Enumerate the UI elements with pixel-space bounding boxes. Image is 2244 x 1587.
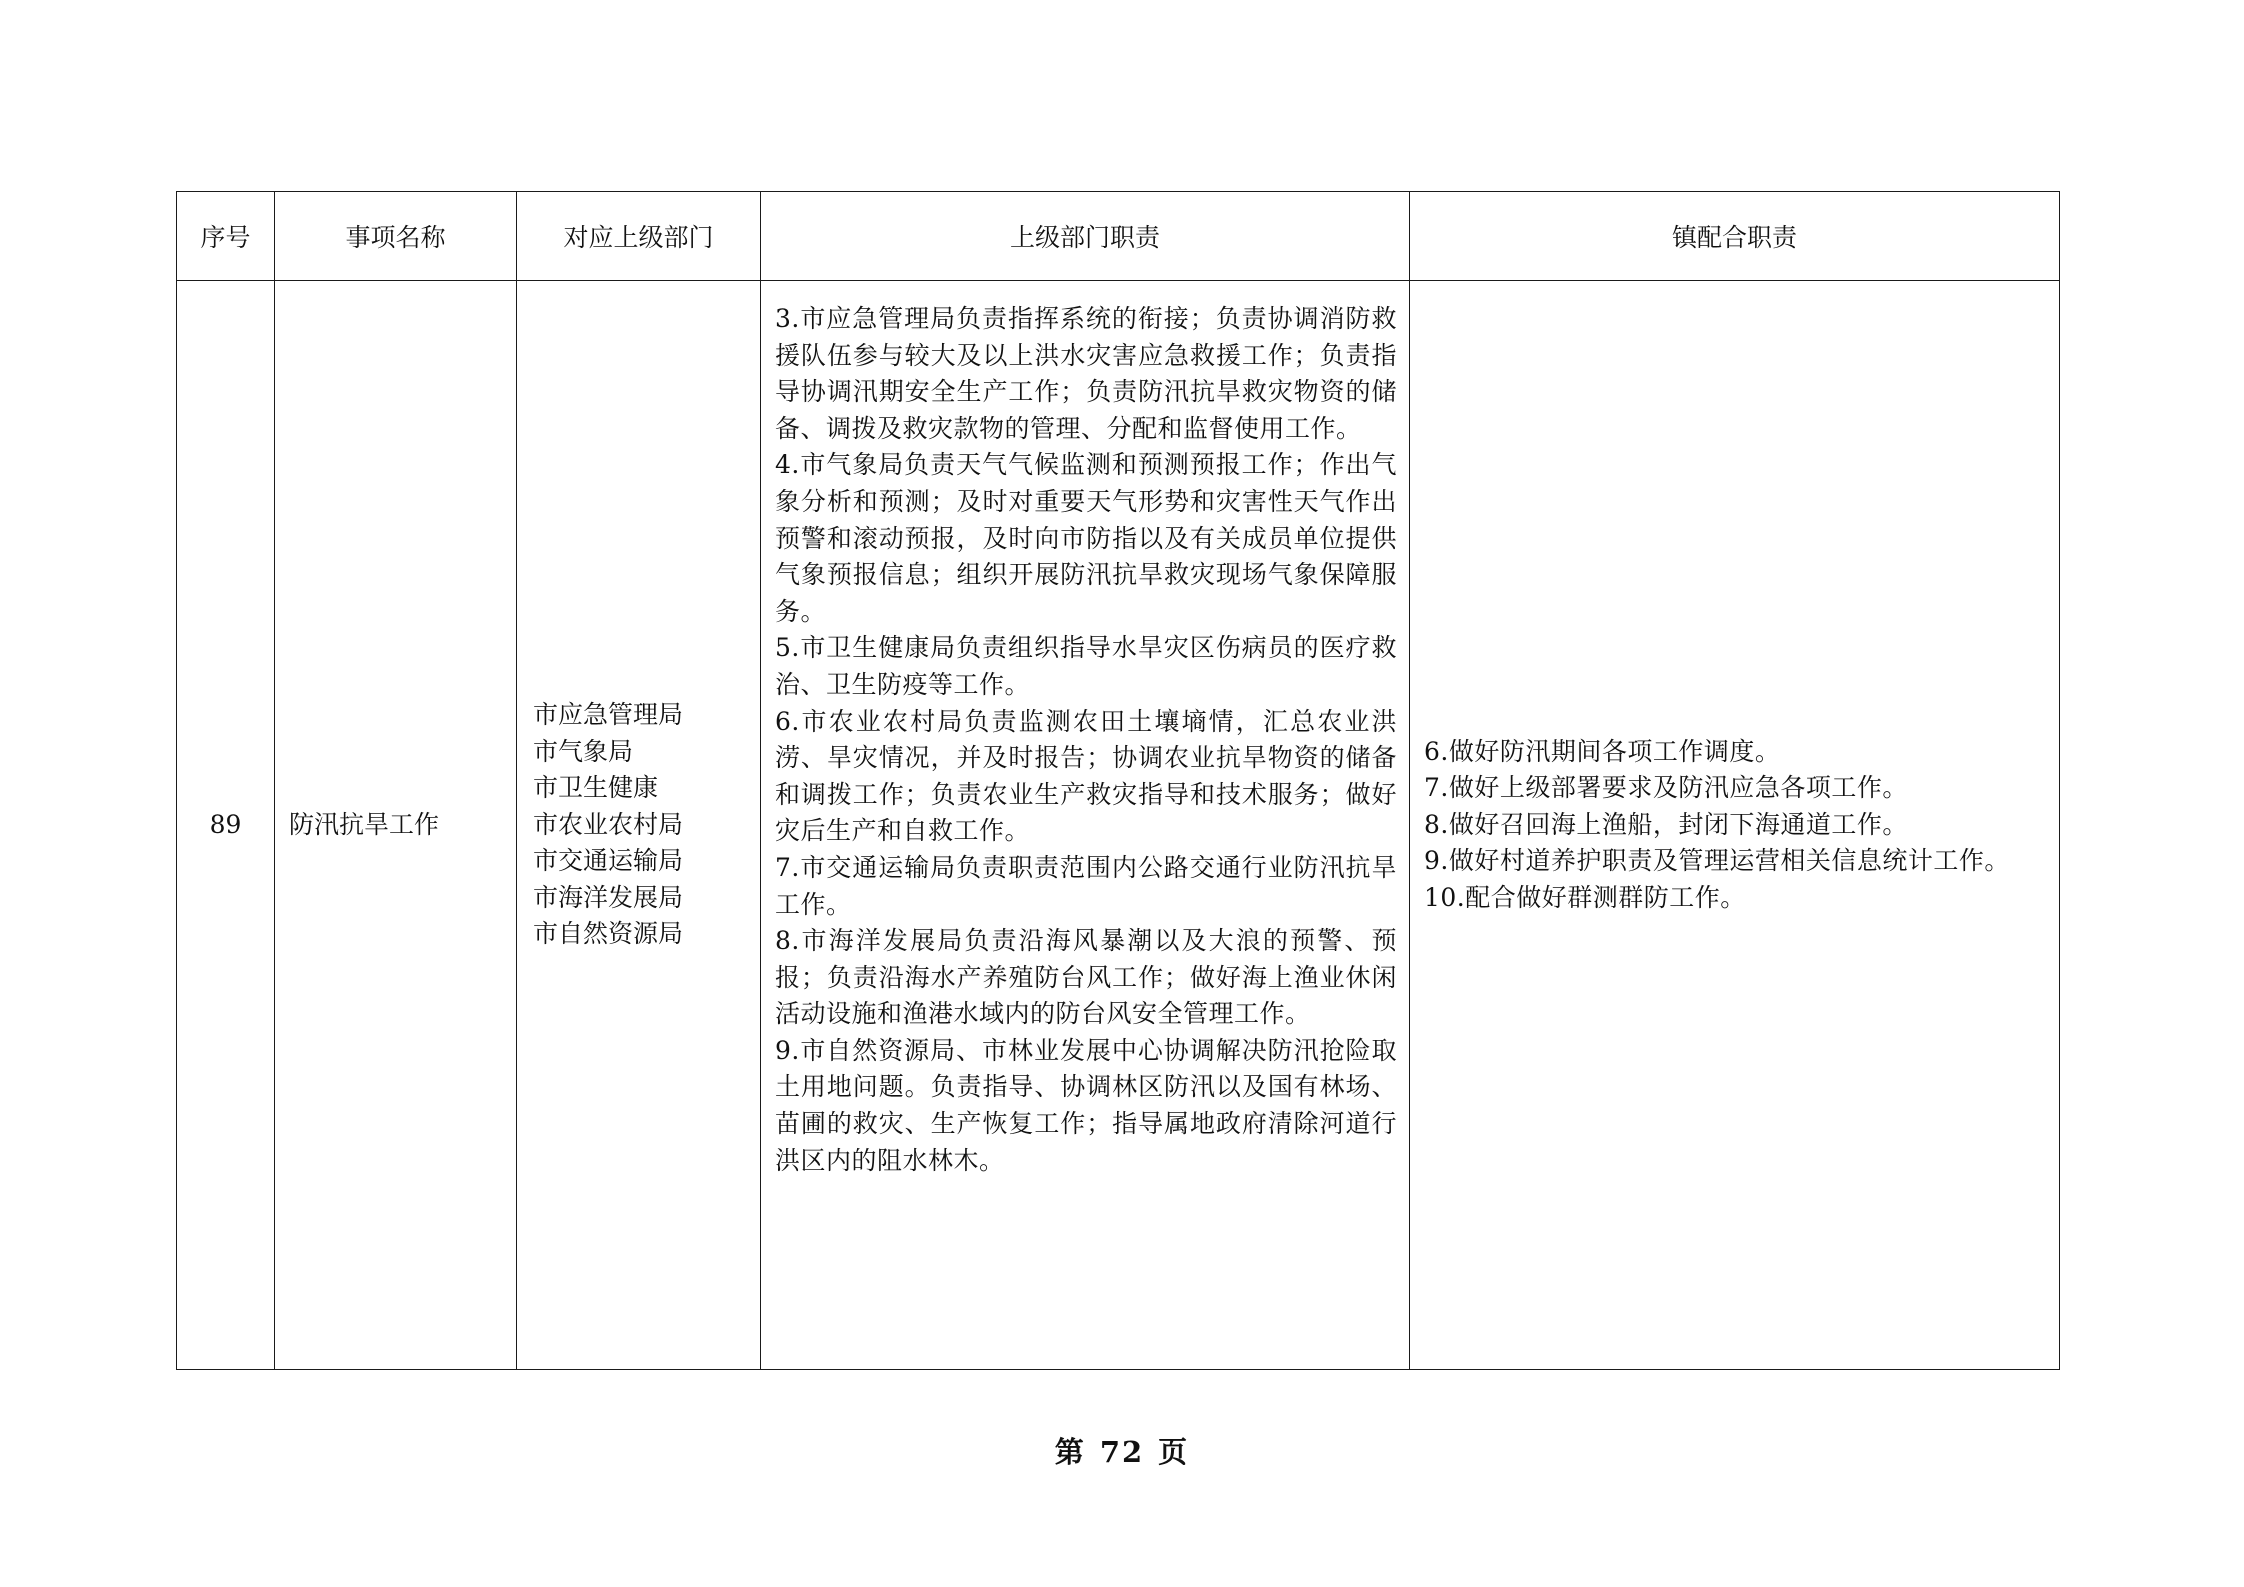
town-duty-item: 9.做好村道养护职责及管理运营相关信息统计工作。: [1424, 846, 2010, 876]
superior-duty-item: 9.市自然资源局、市林业发展中心协调解决防汛抢险取土用地问题。负责指导、协调林区防汛以及国有林场、苗圃的救灾、生产恢复工作；指导属地政府清除河道行洪区内的阻水林木。: [775, 1035, 1397, 1175]
duty-table: [176, 191, 2060, 1370]
superior-duty-item: 7.市交通运输局负责职责范围内公路交通行业防汛抗旱工作。: [775, 852, 1397, 919]
header-town-duties: 镇配合职责: [1410, 192, 2060, 281]
department-item: 市卫生健康: [533, 773, 659, 803]
superior-duty-item: 6.市农业农村局负责监测农田土壤墒情，汇总农业洪涝、旱灾情况，并及时报告；协调农业抗旱物资的储备和调拨工作；负责农业生产救灾指导和技术服务；做好灾后生产和自救工作。: [775, 706, 1397, 846]
header-superior-department: 对应上级部门: [517, 192, 761, 281]
row-item-name: 防汛抗旱工作: [275, 281, 517, 1370]
header-seq: 序号: [177, 192, 275, 281]
department-item: 市交通运输局: [533, 846, 684, 876]
row-departments: [517, 281, 761, 1370]
department-item: 市农业农村局: [533, 809, 684, 839]
row-seq: 89: [177, 281, 275, 1370]
department-item: 市海洋发展局: [533, 882, 684, 912]
table-header-row: [177, 192, 2060, 281]
header-superior-duties: 上级部门职责: [761, 192, 1410, 281]
table-row: [177, 281, 2060, 1370]
town-duty-item: 8.做好召回海上渔船，封闭下海通道工作。: [1424, 809, 1908, 839]
town-duty-item: 7.做好上级部署要求及防汛应急各项工作。: [1424, 773, 1908, 803]
superior-duty-item: 8.市海洋发展局负责沿海风暴潮以及大浪的预警、预报；负责沿海水产养殖防台风工作；做好海上渔业休闲活动设施和渔港水域内的防台风安全管理工作。: [775, 926, 1397, 1029]
row-superior-duties: [761, 281, 1410, 1370]
department-item: 市自然资源局: [533, 919, 684, 949]
footer-suffix: 页: [1158, 1435, 1190, 1469]
town-duty-item: 6.做好防汛期间各项工作调度。: [1424, 736, 1781, 766]
row-town-duties: [1410, 281, 2060, 1370]
superior-duty-item: 4.市气象局负责天气气候监测和预测预报工作；作出气象分析和预测；及时对重要天气形势和灾害性天气作出预警和滚动预报，及时向市防指以及有关成员单位提供气象预报信息；组织开展防汛抗旱救灾现场气象保障服务。: [775, 450, 1397, 626]
page-number: 72: [1099, 1435, 1145, 1469]
department-item: 市气象局: [533, 736, 634, 766]
footer-prefix: 第: [1054, 1435, 1086, 1469]
page-footer: [0, 1430, 2244, 1471]
superior-duty-item: 5.市卫生健康局负责组织指导水旱灾区伤病员的医疗救治、卫生防疫等工作。: [775, 633, 1397, 699]
town-duty-item: 10.配合做好群测群防工作。: [1424, 882, 1746, 912]
superior-duty-item: 3.市应急管理局负责指挥系统的衔接；负责协调消防救援队伍参与较大及以上洪水灾害应急救援工作；负责指导协调汛期安全生产工作；负责防汛抗旱救灾物资的储备、调拨及救灾款物的管理、分配和监督使用工作。: [775, 304, 1397, 443]
header-item-name: 事项名称: [275, 192, 517, 281]
department-item: 市应急管理局: [533, 699, 684, 729]
